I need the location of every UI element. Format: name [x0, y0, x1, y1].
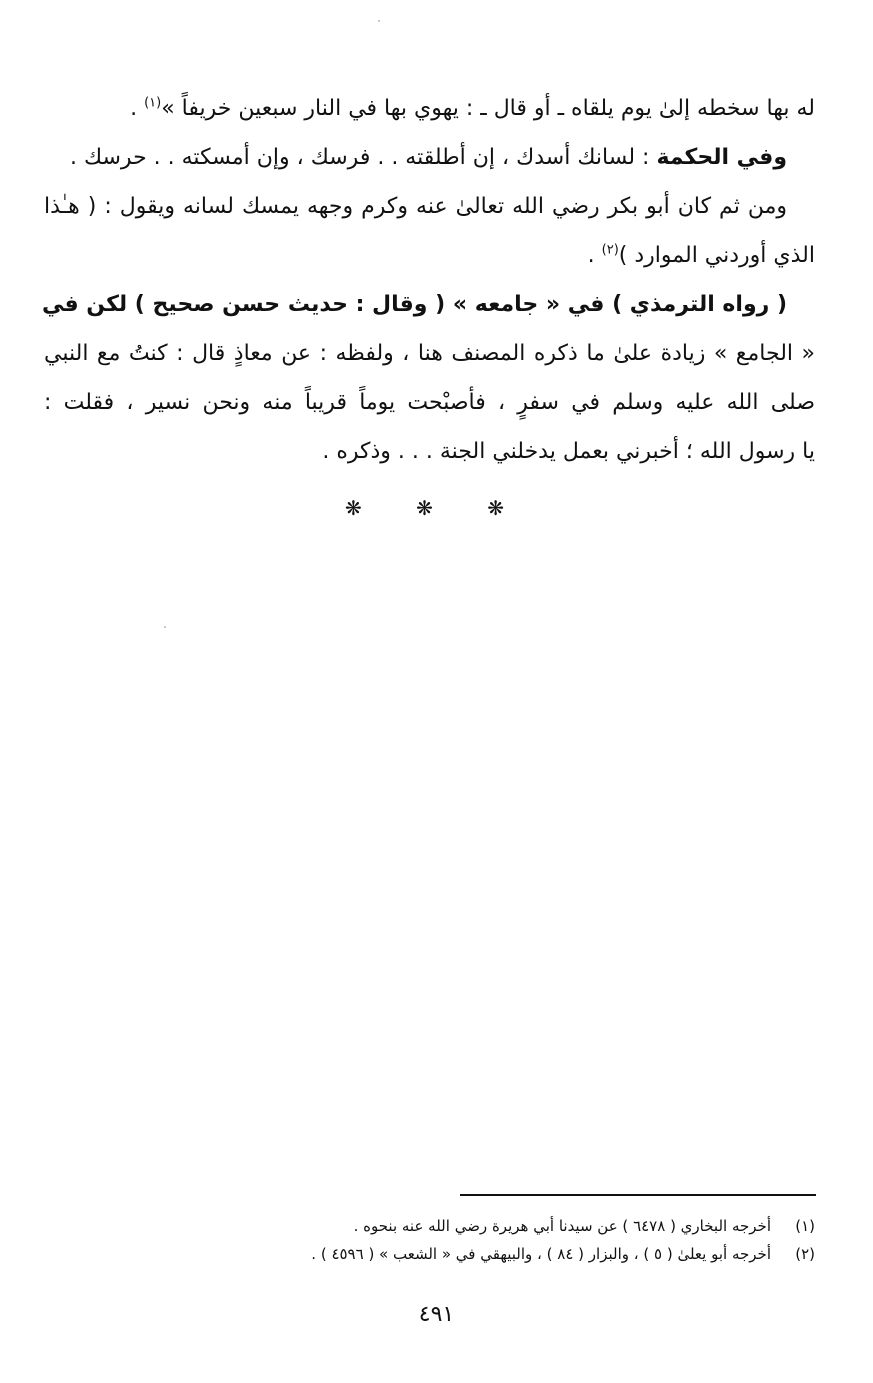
footnote-2-text: أخرجه أبو يعلىٰ ( ٥ ) ، والبزار ( ٨٤ ) ، والبيهقي في « الشعب » ( ٤٥٩٦ ) . [311, 1245, 771, 1263]
paragraph-4-line-1: ( رواه الترمذي ) في « جامعه » ( وقال : حديث حسن صحيح ) لكن في [41, 292, 787, 317]
star-ornament-icon: ❋ [416, 496, 457, 520]
paragraph-4-line-4: يا رسول الله ؛ أخبرني بعمل يدخلني الجنة . . . وذكره . [322, 439, 815, 464]
scan-speck [164, 626, 166, 628]
footnotes [200, 1212, 815, 1268]
paragraph-3-end: . [587, 243, 602, 268]
page-number: ٤٩١ [418, 1302, 455, 1327]
footnote-1 [200, 1212, 815, 1240]
footnote-1-text: أخرجه البخاري ( ٦٤٧٨ ) عن سيدنا أبي هريرة رضي الله عنه بنحوه . [353, 1217, 771, 1235]
footnote-1-number: (١) [795, 1217, 815, 1235]
paragraph-2-heading: وفي الحكمة [656, 145, 787, 170]
paragraph-4 [41, 280, 815, 476]
footnote-ref-1: (١) [144, 95, 162, 111]
star-ornament-icon: ❋ [487, 496, 528, 520]
footnote-ref-2: (٢) [601, 242, 619, 258]
paragraph-2 [44, 133, 815, 182]
footnote-2-number: (٢) [795, 1245, 815, 1263]
paragraph-3 [44, 182, 815, 280]
scan-speck [378, 20, 380, 22]
footnote-2 [200, 1240, 815, 1268]
paragraph-1-text: له بها سخطه إلىٰ يوم يلقاه ـ أو قال ـ : يهوي بها في النار سبعين خريفاً » [161, 96, 815, 121]
paragraph-3-line-1: ومن ثم كان أبو بكر رضي الله تعالىٰ عنه وكرم وجهه يمسك لسانه ويقول : ( هـٰذا [44, 194, 787, 219]
footnote-rule [460, 1194, 816, 1196]
section-separator [0, 496, 873, 520]
paragraph-3-line-2: الذي أوردني الموارد ) [618, 243, 815, 268]
main-text [41, 84, 815, 476]
paragraph-1-end: . [130, 96, 145, 121]
paragraph-4-line-3: صلى الله عليه وسلم في سفرٍ ، فأصبْحت يوماً قريباً منه ونحن نسير ، فقلت : [44, 390, 815, 415]
paragraph-2-text: : لسانك أسدك ، إن أطلقته . . فرسك ، وإن أمسكته . . حرسك . [69, 145, 657, 170]
paragraph-1 [44, 84, 815, 133]
paragraph-4-line-2: « الجامع » زيادة علىٰ ما ذكره المصنف هنا ، ولفظه : عن معاذٍ قال : كنتُ مع النبي [44, 341, 815, 366]
star-ornament-icon: ❋ [344, 496, 386, 520]
